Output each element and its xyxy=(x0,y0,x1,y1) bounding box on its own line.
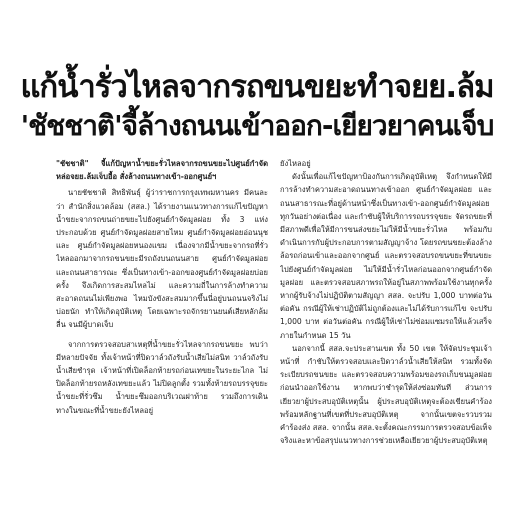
body-paragraph: ยังไหลอยู่ xyxy=(280,159,311,168)
article-column-right xyxy=(280,157,492,512)
headline-line-2: 'ชัชชาติ'จี้ล้างถนนเข้าออก-เยียวยาคนเจ็บ xyxy=(20,109,494,142)
body-paragraph: จากการตรวจสอบสาเหตุที่น้ำขยะรั่วไหลจากรถขนขยะ พบว่ามีหลายปัจจัย ทั้งเจ้าหน้าที่ปิดวาล์วถังรับน้ำเสียไม่สนิท วาล์วถังรับน้ำเสียชำรุด เจ้าหน้าที่เปิดล็อกท้ายรถก่อนเทขยะในระยะไกล ไม่ปิดล็อกท้ายรถหลังเทขยะแล้ว ไม่ปิดลูกตั้ง รวมทั้งท้ายรถบรรจุขยะน้ำขยะที่รั่วซึม น้ำขยะซึมออกบริเวณฝาท้าย รวมถึงการเดินทางในขณะที่น้ำขยะยังไหลอยู่ xyxy=(56,339,268,415)
article-column-left xyxy=(56,157,268,512)
lead-name: "ชัชชาติ" xyxy=(56,159,89,168)
lead-paragraph xyxy=(56,157,268,183)
body-paragraph: นายชัชชาติ สิทธิพันธุ์ ผู้ว่าราชการกรุงเทพมหานคร มีคนละว่า สำนักสิ่งแวดล้อม (สสล.) ได้รายงานแนวทางการแก้ไขปัญหาน้ำขยะจากรถขนถ่ายขยะไปยังศูนย์กำจัดมูลฝอย ทั้ง 3 แห่ง ประกอบด้วย ศูนย์กำจัดมูลฝอยสายไหม ศูนย์กำจัดมูลฝอยอ่อนนุช และ ศูนย์กำจัดมูลฝอยหนองแขม เนื่องจากมีน้ำขยะจากรถที่รั่วไหลออกมาจากรถขนขยะมีรถถังบนถนนสาย ศูนย์กำจัดมูลฝอยและถนนสาธารณะ ซึ่งเป็นทางเข้า-ออกของศูนย์กำจัดมูลฝอยบ่อยครั้ง จึงเกิดการสะสมไหลไม่ และความถี่ในการล้างทำความสะอาดถนนไม่เพียงพอ ไหมบังขังสะสมมากขึ้นนี่อยู่บนถนนจริงไม่บ่อยนัก ทำให้เกิดอุบัติเหตุ โดยเฉพาะรถจักรยานยนต์เสียหลักล้มลื่น จนมีผู้บาดเจ็บ xyxy=(56,188,268,330)
body-paragraph: ดังนั้นเพื่อแก้ไขปัญหาป้องกันการเกิดอุบัติเหตุ จึงกำหนดให้มีการล้างทำความสะอาดถนนทางเข้าออก ศูนย์กำจัดมูลฝอย และถนนสาธารณะที่อยู่ด้านหน้าซึ่งเป็นทางเข้า-ออกศูนย์กำจัดมูลฝอยทุกวันอย่างต่อเนื่อง และกำชับผู้ให้บริการรถบรรจุขยะ จัดรถขยะที่มีสภาพดีเพื่อให้มีการขนส่งขยะไม่ให้มีน้ำขยะรั่วไหล พร้อมกับดำเนินการกับผู้ประกอบการตามสัญญาจ้าง โดยรถขนขยะต้องล้างล้อรถก่อนเข้าและออกจากศูนย์ และตรวจสอบรถขนขยะที่ขนขยะไปยังศูนย์กำจัดมูลฝอย ไม่ให้มีน้ำรั่วไหลก่อนออกจากศูนย์กำจัดมูลฝอย และตรวจสอบสภาพรถให้อยู่ในสภาพพร้อมใช้งานทุกครั้ง หากผู้รับจ้างไม่ปฏิบัติตามสัญญา สสล. จะปรับ 1,000 บาทต่อวันต่อคัน กรณีผู้ให้เช่าปฏิบัติไม่ถูกต้องและไม่ได้รับการแก้ไข จะปรับ 1,000 บาท ต่อวันต่อคัน กรณีผู้ให้เช่าไม่ซ่อมแซมรถให้แล้วเสร็จภายในกำหนด 15 วัน xyxy=(280,172,492,340)
lead-text: จี้แก้ปัญหาน้ำขยะรั่วไหลจากรถขนขยะไปศูนย์กำจัด หล่อจยย.ล้มเจ็บอื้อ สั่งล้างถนนทางเข้า-ออกศูนย์ฯ xyxy=(56,159,268,182)
body-paragraph: นอกจากนี้ สสล.จะประสานเขต ทั้ง 50 เขต ให้จัดประชุมเจ้าหน้าที่ กำชับให้ตรวจสอบและปิดวาล์วน้ำเสียให้สนิท รวมทั้งจัดระเบียบรถขนขยะ และตรวจสอบความพร้อมของรถเก็บขนมูลฝอยก่อนนำออกใช้งาน หากพบว่าชำรุดให้ส่งซ่อมทันที ส่วนการเยียวยาผู้ประสบอุบัติเหตุนั้น ผู้ประสบอุบัติเหตุจะต้องเขียนคำร้อง พร้อมหลักฐานที่เขตที่ประสบอุบัติเหตุ จากนั้นเขตจะรวบรวม คำร้องส่ง สสล. จากนั้น สสล.จะตั้งคณะกรรมการตรวจสอบข้อเท็จจริงและหาข้อสรุปแนวทางการช่วยเหลือเยียวยาผู้ประสบอุบัติเหตุ xyxy=(280,343,492,446)
headline-line-1: แก้น้ำรั่วไหลจากรถขนขยะทำจยย.ล้ม xyxy=(20,69,494,105)
